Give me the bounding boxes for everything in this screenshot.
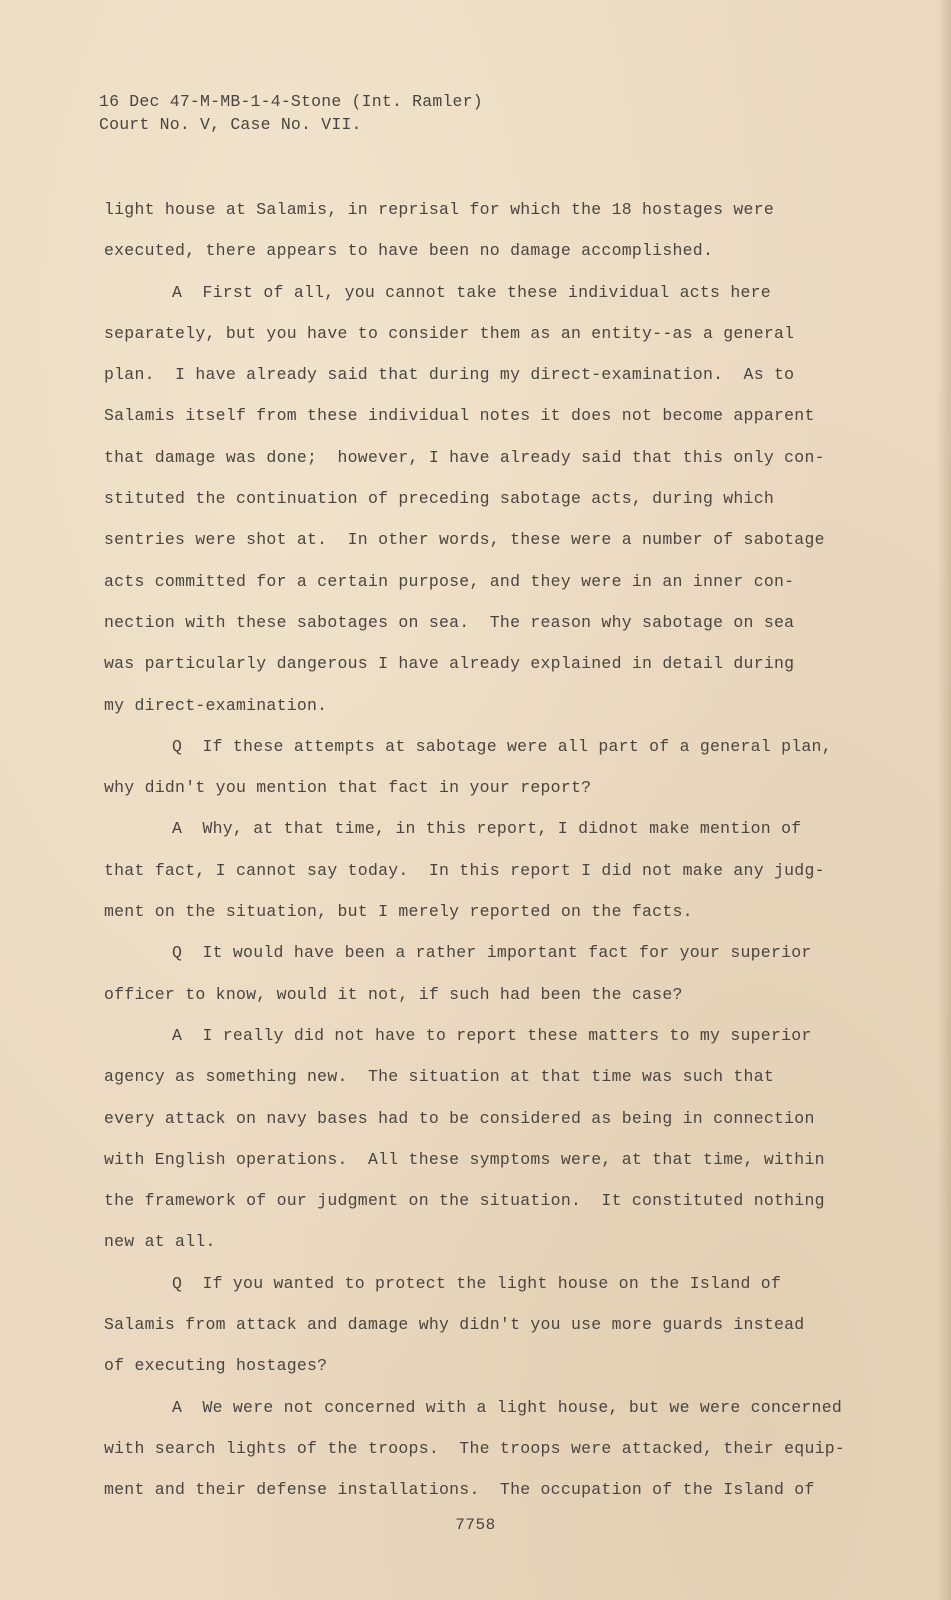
transcript-line: with search lights of the troops. The troops were attacked, their equip-: [104, 1438, 846, 1458]
transcript-line: ment and their defense installations. The occupation of the Island of: [104, 1480, 815, 1500]
transcript-line: ment on the situation, but I merely reported on the facts.: [104, 902, 693, 922]
transcript-line: plan. I have already said that during my direct-examination. As to: [104, 365, 795, 385]
transcript-line: separately, but you have to consider them as an entity--as a general: [104, 323, 795, 343]
transcript-line: acts committed for a certain purpose, and they were in an inner con-: [104, 571, 795, 591]
transcript-line: A Why, at that time, in this report, I didnot make mention of: [172, 819, 802, 839]
transcript-line: why didn't you mention that fact in your report?: [104, 778, 592, 798]
transcript-line: Q If you wanted to protect the light house on the Island of: [172, 1273, 782, 1293]
transcript-line: A We were not concerned with a light house, but we were concerned: [172, 1397, 843, 1417]
transcript-line: that damage was done; however, I have already said that this only con-: [104, 447, 825, 467]
document-header: [99, 90, 483, 136]
transcript-line: light house at Salamis, in reprisal for which the 18 hostages were: [104, 200, 775, 219]
transcript-line: Q If these attempts at sabotage were all part of a general plan,: [172, 736, 832, 756]
transcript-line: sentries were shot at. In other words, these were a number of sabotage: [104, 530, 825, 550]
page-edge-shadow: [937, 0, 951, 1600]
transcript-line: officer to know, would it not, if such had been the case?: [104, 984, 683, 1004]
page-number: 7758: [455, 1516, 496, 1534]
transcript-line: Salamis itself from these individual notes it does not become apparent: [104, 406, 815, 426]
transcript-line: Salamis from attack and damage why didn't you use more guards instead: [104, 1315, 805, 1335]
transcript-body: [104, 189, 844, 1511]
transcript-line: stituted the continuation of preceding sabotage acts, during which: [104, 489, 775, 509]
transcript-line: Q It would have been a rather important fact for your superior: [172, 943, 812, 963]
transcript-line: agency as something new. The situation at that time was such that: [104, 1067, 775, 1087]
transcript-line: executed, there appears to have been no damage accomplished.: [104, 241, 714, 261]
transcript-line: was particularly dangerous I have already explained in detail during: [104, 654, 795, 674]
header-line-1: 16 Dec 47-M-MB-1-4-Stone (Int. Ramler): [99, 92, 483, 111]
transcript-line: that fact, I cannot say today. In this report I did not make any judg-: [104, 860, 825, 880]
transcript-line: A First of all, you cannot take these individual acts here: [172, 282, 771, 302]
transcript-line: A I really did not have to report these matters to my superior: [172, 1025, 812, 1045]
header-line-2: Court No. V, Case No. VII.: [99, 115, 362, 134]
transcript-line: the framework of our judgment on the situation. It constituted nothing: [104, 1191, 825, 1211]
transcript-line: with English operations. All these symptoms were, at that time, within: [104, 1149, 825, 1169]
transcript-line: of executing hostages?: [104, 1356, 328, 1376]
transcript-line: my direct-examination.: [104, 695, 328, 715]
transcript-line: every attack on navy bases had to be considered as being in connection: [104, 1108, 815, 1128]
transcript-line: new at all.: [104, 1232, 216, 1252]
transcript-line: nection with these sabotages on sea. The reason why sabotage on sea: [104, 612, 795, 632]
